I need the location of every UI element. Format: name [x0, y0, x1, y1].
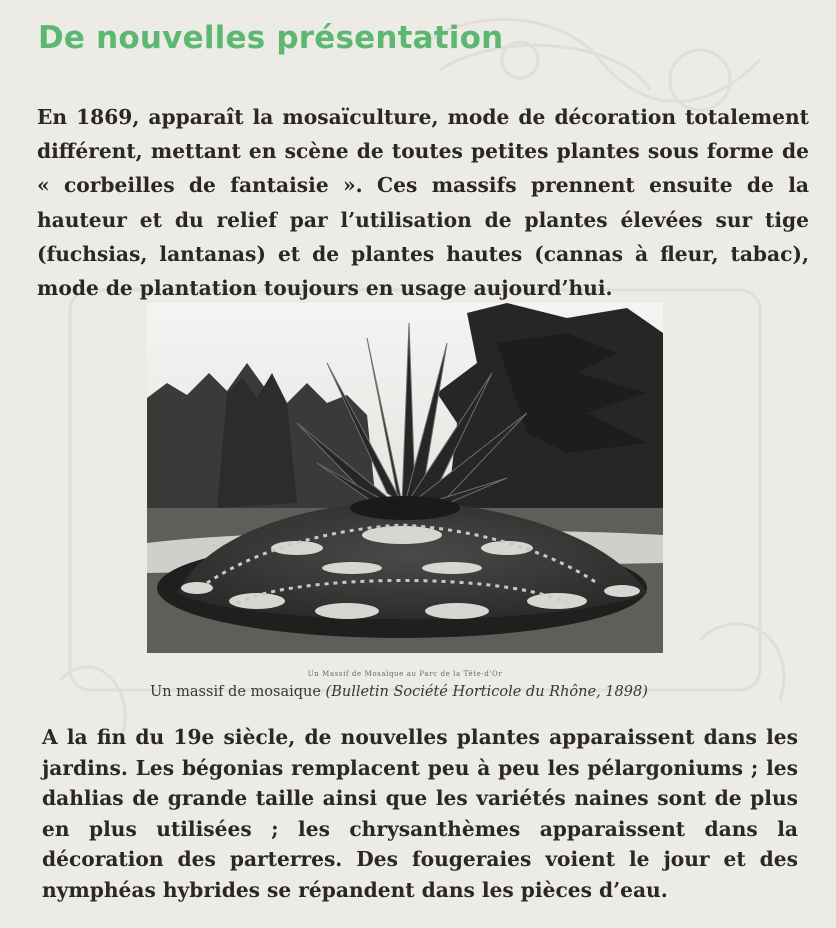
- page-title: De nouvelles présentation: [38, 20, 504, 56]
- caption-source: (Bulletin Société Horticole du Rhône, 1898): [325, 684, 648, 700]
- caption-main: Un massif de mosaique: [150, 684, 321, 700]
- second-paragraph: A la fin du 19e siècle, de nouvelles plantes apparaissent dans les jardins. Les bégonias remplacent peu à peu les pélargoniums ; les dahlias de grande taille ainsi que les variétés naines sont de plus en plus utilisées ; les chrysanthèmes apparaissent dans la décoration des parterres. Des fougeraies voient le jour et des nymphéas hybrides se répandent dans les pièces d’eau.: [42, 725, 798, 902]
- intro-paragraph: En 1869, apparaît la mosaïculture, mode de décoration totalement différent, mettant en scène de toutes petites plantes sous forme de « corbeilles de fantaisie ». Ces massifs prennent ensuite de la hauteur et du relief par l’utilisation de plantes élevées sur tige (fuchsias, lantanas) et de plantes hautes (cannas à fleur, tabac), mode de plantation toujours en usage aujourd’hui.: [37, 105, 809, 301]
- mosaic-flowerbed-photo: [147, 303, 663, 653]
- photo-inset-caption: Un Massif de Mosaïque au Parc de la Tête-d'Or: [307, 670, 503, 678]
- figure-caption: [150, 684, 670, 700]
